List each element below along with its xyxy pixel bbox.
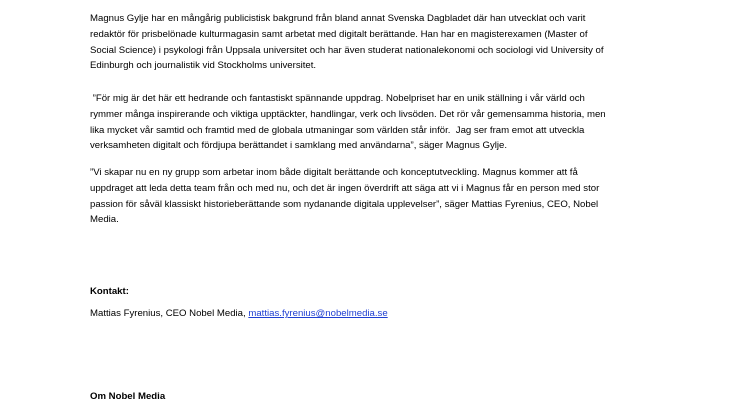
- gylje-quote-paragraph: [90, 91, 670, 154]
- contact-line: [90, 306, 388, 322]
- bio-paragraph: [90, 11, 670, 74]
- quote-line: lika mycket vår samtid och framtid med de globala utmaningar som världen står inför. Jag ser fram emot att utveckla: [90, 124, 585, 136]
- contact-heading: Kontakt:: [90, 286, 129, 297]
- bio-line: Magnus Gylje har en mångårig publicistisk bakgrund från bland annat Svenska Dagbladet där han utvecklat och varit: [90, 13, 586, 24]
- quote-line: Media.: [90, 214, 119, 226]
- quote-line: passion för såväl klassiskt historieberättande som nydanande digitala upplevelser”, säger Mattias Fyrenius, CEO, Nobel: [90, 198, 599, 210]
- quote-line: rymmer många inspirerande och viktiga upptäckter, handlingar, verk och livsöden. Det rör vår gemensamma historia, men: [90, 108, 606, 120]
- fyrenius-quote-paragraph: [90, 165, 670, 228]
- about-heading: Om Nobel Media: [90, 391, 166, 402]
- bio-line: redaktör för prisbelönade kulturmagasin samt arbetat med digitalt berättande. Han har en magisterexamen (Master of: [90, 28, 588, 40]
- quote-line: verksamheten digitalt och fördjupa berättandet i samklang med användarna”, säger Magnus Gylje.: [90, 140, 508, 152]
- quote-line: ”Vi skapar nu en ny grupp som arbetar inom både digitalt berättande och konceptutveckling. Magnus kommer att få: [90, 167, 578, 178]
- quote-line: uppdraget att leda detta team från och med nu, och det är ingen överdrift att säga att vi i Magnus får en person med stor: [90, 182, 600, 194]
- quote-line: ”För mig är det här ett hedrande och fantastiskt spännande uppdrag. Nobelpriset har en unik ställning i vår värld och: [90, 93, 585, 104]
- bio-line: Social Science) i psykologi från Uppsala universitet och har även studerat nationalekonomi och sociologi vid University of: [90, 44, 604, 56]
- bio-line: Edinburgh och journalistik vid Stockholms universitet.: [90, 60, 317, 72]
- contact-text: Mattias Fyrenius, CEO Nobel Media,: [90, 308, 249, 319]
- contact-email-link[interactable]: mattias.fyrenius@nobelmedia.se: [248, 308, 388, 319]
